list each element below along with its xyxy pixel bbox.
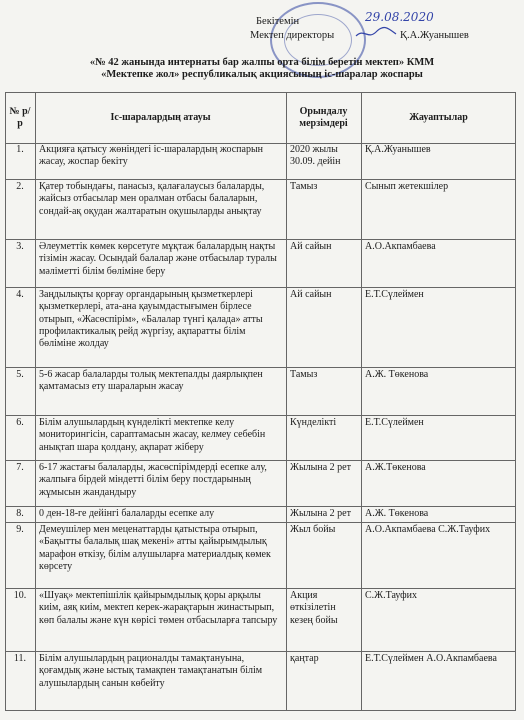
row-activity: Әлеуметтік көмек көрсетуге мұқтаж балалардың нақты тізімін жасау. Осындай балалар және отбасылар туралы мәліметті білім бөліміне беру <box>39 241 277 277</box>
row-activity: «Шуақ» мектепішілік қайырымдылық қоры арқылы киім, аяқ киім, мектеп керек-жарақтарын жинастырып, көп балалы және күн көрісі төмен отбасыларға тапсыру <box>39 590 278 626</box>
table-divider-activity <box>286 92 287 710</box>
table-row <box>5 367 516 416</box>
row-responsible: Е.Т.Сүлеймен <box>365 289 424 300</box>
row-activity: Білім алушылардың рационалды тамақтануына, қоғамдық және ыстық тамақпен тамақтанатын білім алушылардың санын көбейту <box>39 653 263 689</box>
row-num: 2. <box>16 181 24 192</box>
table-divider-num <box>35 92 36 710</box>
row-responsible: Сынып жетекшілер <box>365 181 449 192</box>
document-title-line1: «№ 42 жанында интернаты бар жалпы орта білім беретін мектеп» КММ <box>89 57 435 68</box>
header-responsible: Жауаптылар <box>409 111 468 123</box>
row-activity: Қатер тобындағы, панасыз, қалағалаусыз балаларды, жайсыз отбасылар мен оралман отбасы балаларын, сондай-ақ оқудан жалтаратын оқушыларды анықтау <box>39 181 265 217</box>
row-deadline: Тамыз <box>290 181 318 192</box>
row-activity: 5-6 жасар балаларды толық мектепалды даярлықпен қамтамасыз ету шараларын жасау <box>39 369 263 393</box>
row-activity: 0 ден-18-ге дейінгі балаларды есепке алу <box>39 508 215 519</box>
row-num: 11. <box>13 653 27 664</box>
approval-position: Мектеп директоры <box>250 30 335 41</box>
table-row <box>5 506 516 523</box>
table-row <box>5 588 516 652</box>
row-num: 5. <box>16 369 24 380</box>
row-num: 4. <box>16 289 24 300</box>
table-header-row <box>5 92 516 144</box>
row-activity: 6-17 жастағы балаларды, жасөспірімдерді есепке алу, жалпыға бірдей міндетті білім беру постдарының жұмысын жандандыру <box>39 462 267 498</box>
row-num: 9. <box>16 524 24 535</box>
row-deadline: Жылына 2 рет <box>290 508 351 519</box>
table-border-left <box>5 92 6 710</box>
row-responsible: А.Ж. Төкенова <box>365 508 429 519</box>
row-deadline: Ай сайын <box>290 241 332 252</box>
row-num: 10. <box>13 590 27 601</box>
row-responsible: С.Ж.Тауфих <box>365 590 418 601</box>
row-responsible: Е.Т.Сүлеймен А.О.Акпамбаева <box>365 653 497 664</box>
table-row <box>5 287 516 368</box>
row-deadline: Күнделікті <box>290 417 337 428</box>
row-deadline: Ай сайын <box>290 289 332 300</box>
header-activity: Іс-шаралардың атауы <box>110 111 211 123</box>
row-responsible: А.Ж.Төкенова <box>365 462 426 473</box>
row-num: 3. <box>16 241 24 252</box>
table-row <box>5 651 516 711</box>
header-num: № р/р <box>9 105 31 129</box>
table-row <box>5 415 516 461</box>
row-responsible: А.Ж. Төкенова <box>365 369 429 380</box>
signature-icon <box>354 26 398 40</box>
table-row <box>5 179 516 240</box>
row-deadline: Акция өткізілетін кезең бойы <box>290 590 338 626</box>
row-deadline: Жыл бойы <box>290 524 336 535</box>
table-row <box>5 522 516 589</box>
table-divider-deadline <box>361 92 362 710</box>
row-activity: Акцияға қатысу жөніндегі іс-шаралардың жоспарын жасау, жоспар бекіту <box>39 144 264 168</box>
row-deadline: қаңтар <box>290 653 319 664</box>
header-deadline: Орындалу мерзімдері <box>299 105 348 129</box>
row-deadline: Жылына 2 рет <box>290 462 351 473</box>
row-deadline: 2020 жылы 30.09. дейін <box>290 144 341 168</box>
signature-date: 29.08.2020 <box>365 10 434 24</box>
row-activity: Демеушілер мен меценаттарды қатыстыра отырып, «Бақытты балалық шақ мекені» атты қайырымдылық марафон өткізу, білім алушыларға материалдық көмек көрсету <box>39 524 271 572</box>
row-activity: Білім алушылардың күнделікті мектепке келу мониторингісін, сараптамасын жасау, келмеу себебін анықтап шара қолдану, ақпарат жіберу <box>39 417 266 453</box>
approval-heading: Бекітемін <box>256 16 300 27</box>
row-responsible: Қ.А.Жуанышев <box>365 144 431 155</box>
row-deadline: Тамыз <box>290 369 318 380</box>
row-responsible: А.О.Акпамбаева <box>365 241 436 252</box>
row-num: 7. <box>16 462 24 473</box>
row-num: 6. <box>16 417 24 428</box>
table-row <box>5 239 516 288</box>
table-row <box>5 460 516 507</box>
row-activity: Заңдылықты қорғау органдарының қызметкерлері қызметкерлері, ата-ана қауымдастығымен бірлесе отырып, «Жасөспірім», «Балалар түнгі қалада» атты профилактикалық рейд жүргізу, ақпаратты білім бөліміне жолдау <box>39 289 263 350</box>
row-num: 1. <box>16 144 24 155</box>
document-title-line2: «Мектепке жол» республикалық акциясының іс-шаралар жоспары <box>101 69 423 80</box>
row-num: 8. <box>16 508 24 519</box>
row-responsible: Е.Т.Сүлеймен <box>365 417 424 428</box>
row-responsible: А.О.Акпамбаева С.Ж.Тауфих <box>365 524 491 535</box>
table-row <box>5 142 516 180</box>
approval-signer: Қ.А.Жуанышев <box>400 30 469 41</box>
table-border-right <box>515 92 516 710</box>
